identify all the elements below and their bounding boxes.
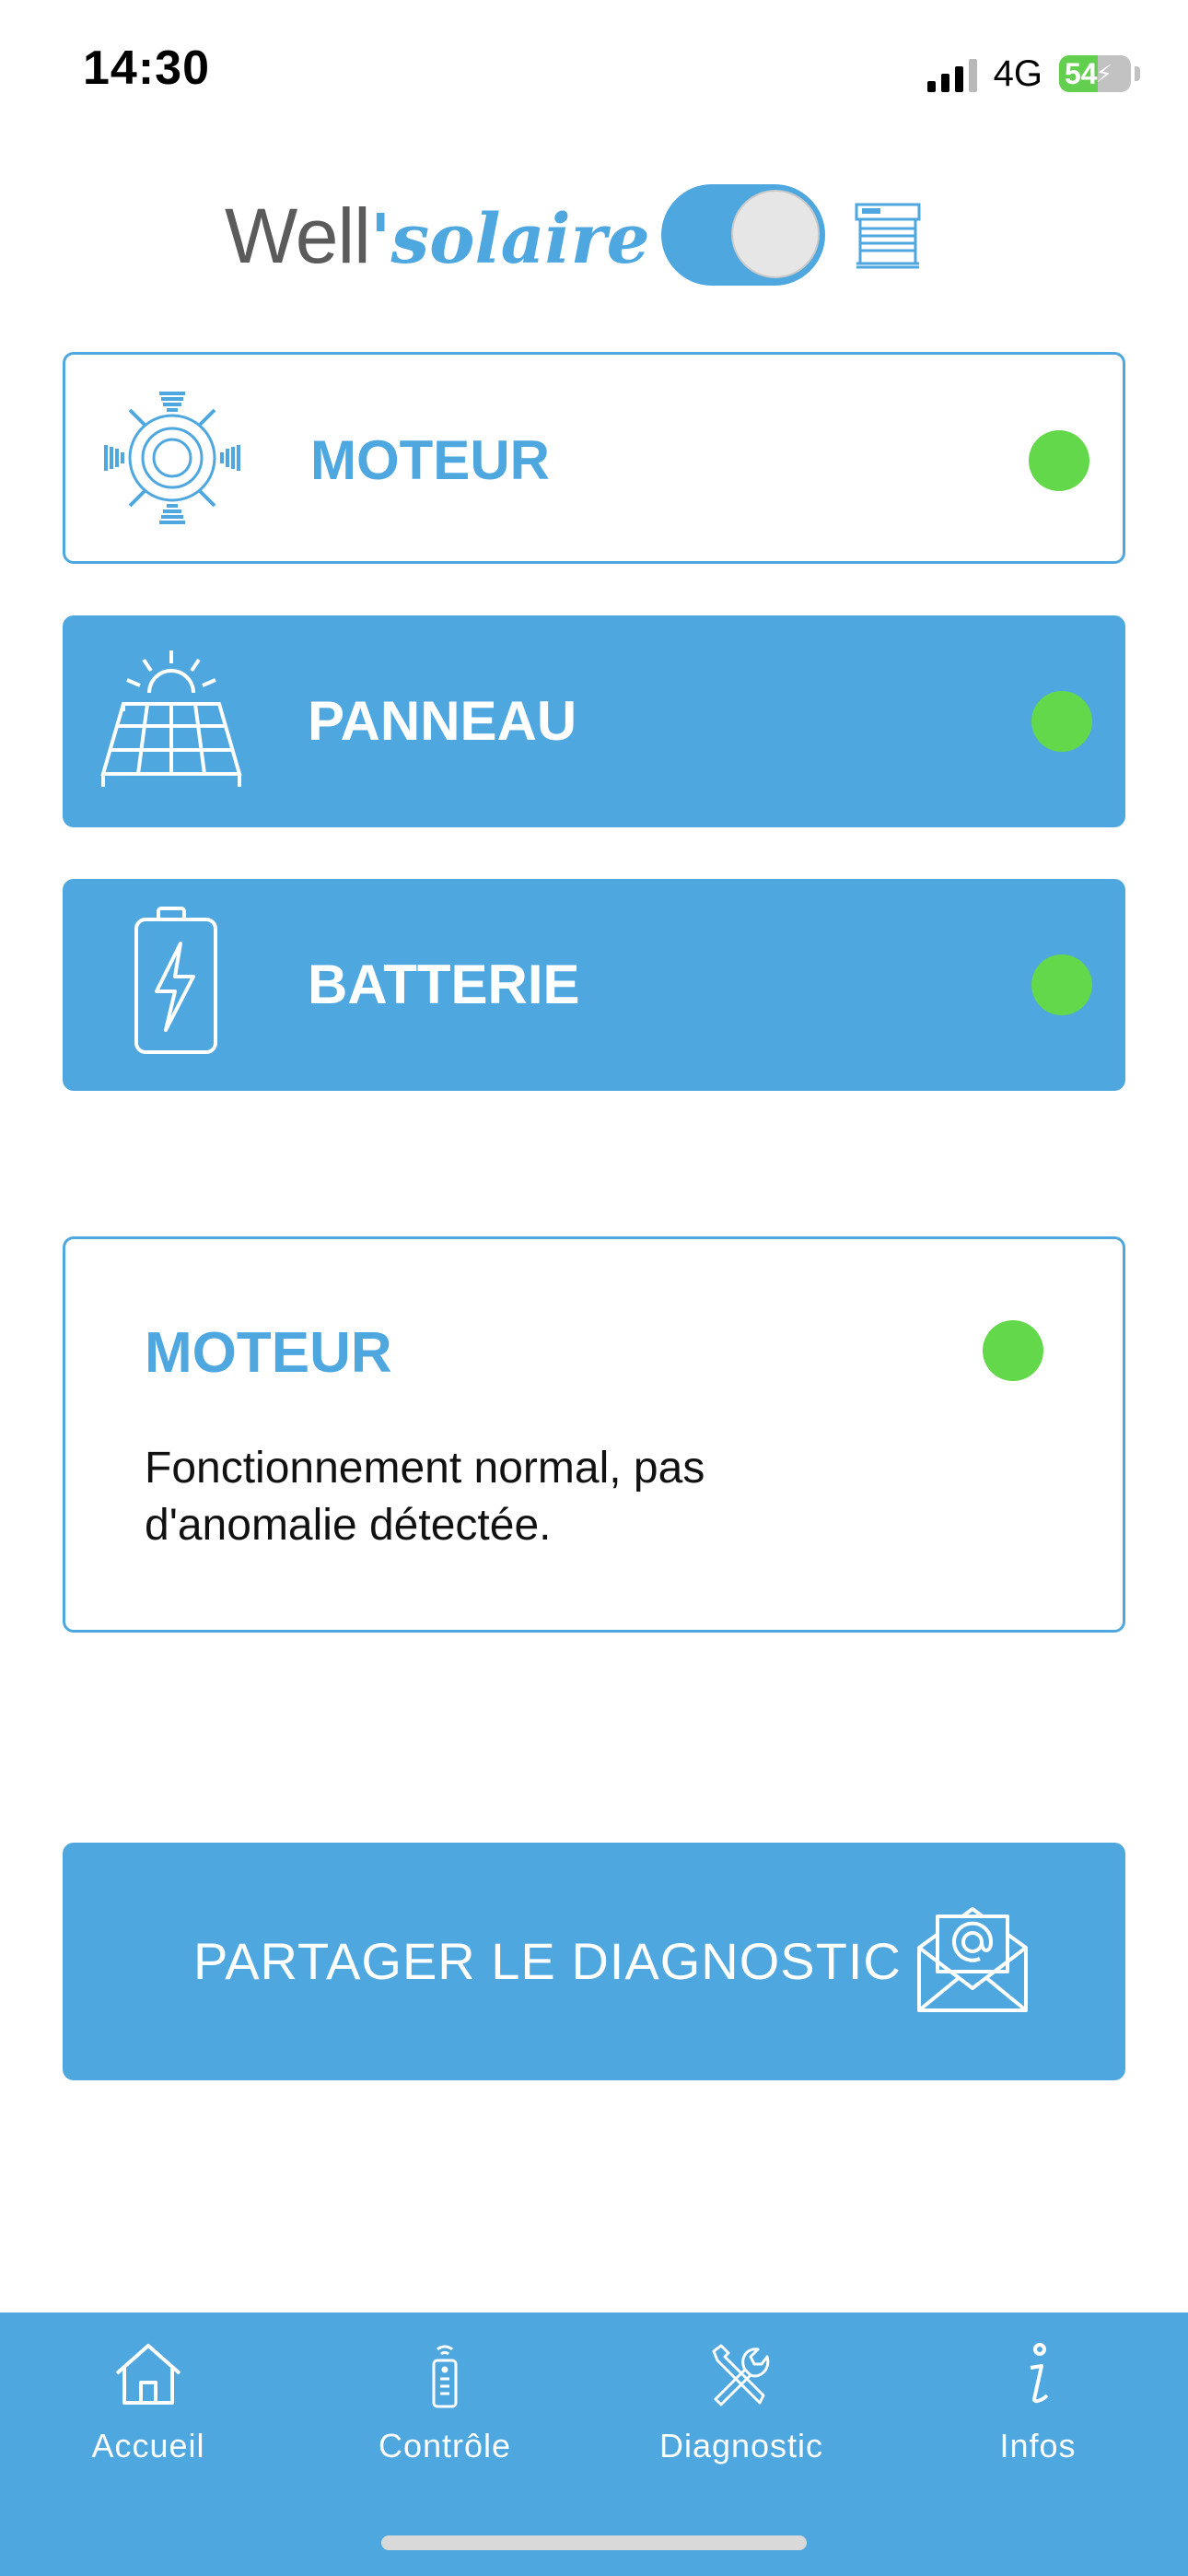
remote-control-icon: [426, 2342, 463, 2408]
tab-label: Accueil: [91, 2427, 205, 2465]
network-type: 4G: [993, 53, 1042, 94]
logo-text-accent: 'solaire: [369, 200, 650, 279]
share-diagnostic-button[interactable]: [63, 1843, 1125, 2080]
mode-toggle[interactable]: [661, 184, 825, 286]
home-indicator[interactable]: [381, 2535, 807, 2550]
component-label: MOTEUR: [310, 429, 550, 491]
charging-bolt-icon: ⚡: [1095, 59, 1112, 88]
email-at-icon: [915, 1903, 1030, 2020]
status-indicator: [1029, 430, 1089, 491]
status-time: 14:30: [83, 41, 210, 95]
app-logo: [225, 190, 650, 286]
home-icon: [113, 2342, 183, 2406]
tab-infos[interactable]: [890, 2313, 1186, 2497]
component-card-moteur[interactable]: [63, 352, 1125, 564]
detail-title: MOTEUR: [145, 1321, 392, 1385]
logo-text-main: Well: [225, 193, 370, 279]
status-indicators: [927, 46, 1140, 101]
tab-label: Diagnostic: [658, 2427, 824, 2465]
tools-icon: [708, 2342, 775, 2408]
motor-gear-icon: [95, 379, 250, 542]
battery-status-icon: [1059, 55, 1131, 92]
signal-icon: [927, 55, 977, 92]
tab-controle[interactable]: [297, 2313, 593, 2497]
info-icon: [1019, 2342, 1056, 2408]
battery-percent: 54: [1065, 56, 1098, 90]
component-label: BATTERIE: [308, 954, 580, 1015]
component-label: PANNEAU: [308, 690, 577, 752]
tab-label: Contrôle: [378, 2427, 512, 2465]
status-indicator: [1031, 691, 1092, 752]
solar-panel-icon: [92, 639, 250, 802]
detail-status-indicator: [983, 1320, 1043, 1381]
diagnostic-detail-panel: [63, 1236, 1125, 1633]
tab-label: Infos: [999, 2427, 1077, 2465]
battery-icon: [92, 903, 250, 1066]
tab-accueil[interactable]: [0, 2313, 297, 2497]
component-card-batterie[interactable]: [63, 879, 1125, 1091]
component-card-panneau[interactable]: [63, 615, 1125, 827]
shutter-icon[interactable]: [853, 201, 923, 275]
status-indicator: [1031, 954, 1092, 1015]
share-button-label: PARTAGER LE DIAGNOSTIC: [193, 1932, 902, 1990]
tab-diagnostic[interactable]: [593, 2313, 890, 2497]
detail-description: Fonctionnement normal, pas d'anomalie détectée.: [145, 1444, 705, 1550]
toggle-knob[interactable]: [731, 190, 820, 278]
